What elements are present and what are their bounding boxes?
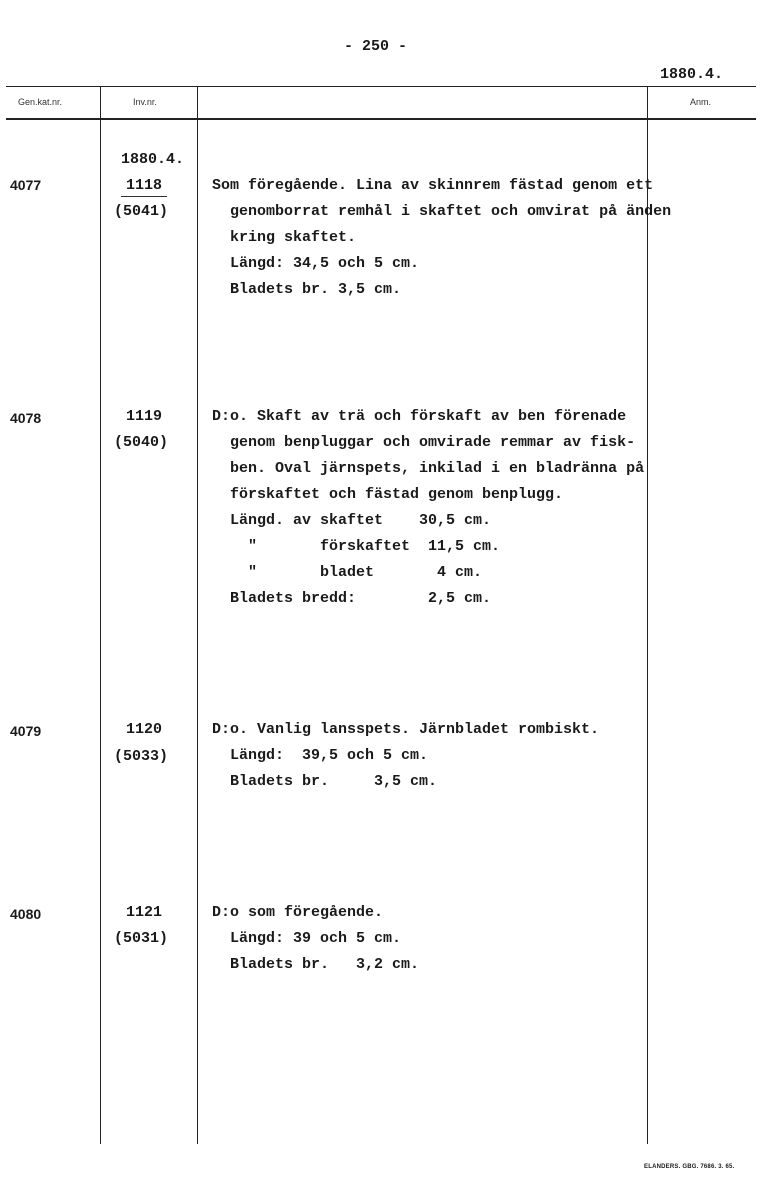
description-line: " bladet 4 cm. xyxy=(212,564,483,581)
description-line: D:o som föregående. xyxy=(212,904,384,921)
printer-imprint: ELANDERS. GBG. 7686. 3. 65. xyxy=(644,1164,735,1170)
header-date: 1880.4. xyxy=(660,66,724,83)
column-divider-2 xyxy=(197,86,198,1144)
description-line: Bladets br. 3,5 cm. xyxy=(212,773,438,790)
inv-nr: 1120 xyxy=(126,721,163,738)
description-line: Som föregående. Lina av skinnrem fästad genom ett xyxy=(212,177,654,194)
entry-date: 1880.4. xyxy=(121,151,185,168)
column-divider-3 xyxy=(647,86,648,1144)
description-line: D:o. Skaft av trä och förskaft av ben förenade xyxy=(212,408,627,425)
inv-nr: 1118 xyxy=(126,177,163,194)
description-line: " förskaftet 11,5 cm. xyxy=(212,538,501,555)
header-rule-bottom xyxy=(6,118,756,120)
gen-kat-nr: 4080 xyxy=(10,906,42,922)
inv-nr-underline xyxy=(121,196,167,197)
description-line: förskaftet och fästad genom benplugg. xyxy=(212,486,564,503)
description-line: D:o. Vanlig lansspets. Järnbladet rombiskt. xyxy=(212,721,600,738)
column-divider-1 xyxy=(100,86,101,1144)
description-line: Bladets bredd: 2,5 cm. xyxy=(212,590,492,607)
old-nr: (5041) xyxy=(114,203,169,220)
old-nr: (5040) xyxy=(114,434,169,451)
description-line: genom benpluggar och omvirade remmar av fisk- xyxy=(212,434,636,451)
column-header-inv-nr: Inv.nr. xyxy=(133,97,157,107)
old-nr: (5033) xyxy=(114,748,169,765)
description-line: Längd: 39 och 5 cm. xyxy=(212,930,402,947)
description-line: Bladets br. 3,5 cm. xyxy=(212,281,402,298)
inv-nr: 1121 xyxy=(126,904,163,921)
gen-kat-nr: 4079 xyxy=(10,723,42,739)
column-header-gen-kat-nr: Gen.kat.nr. xyxy=(18,97,63,107)
inv-nr: 1119 xyxy=(126,408,163,425)
column-header-anm: Anm. xyxy=(690,97,712,107)
description-line: Längd: 39,5 och 5 cm. xyxy=(212,747,429,764)
old-nr: (5031) xyxy=(114,930,169,947)
description-line: genomborrat remhål i skaftet och omvirat på änden xyxy=(212,203,672,220)
header-rule-top xyxy=(6,86,756,87)
description-line: kring skaftet. xyxy=(212,229,357,246)
description-line: ben. Oval järnspets, inkilad i en bladränna på xyxy=(212,460,645,477)
gen-kat-nr: 4078 xyxy=(10,410,42,426)
description-line: Bladets br. 3,2 cm. xyxy=(212,956,420,973)
description-line: Längd. av skaftet 30,5 cm. xyxy=(212,512,492,529)
page-number: - 250 - xyxy=(344,38,408,55)
gen-kat-nr: 4077 xyxy=(10,177,42,193)
description-line: Längd: 34,5 och 5 cm. xyxy=(212,255,420,272)
